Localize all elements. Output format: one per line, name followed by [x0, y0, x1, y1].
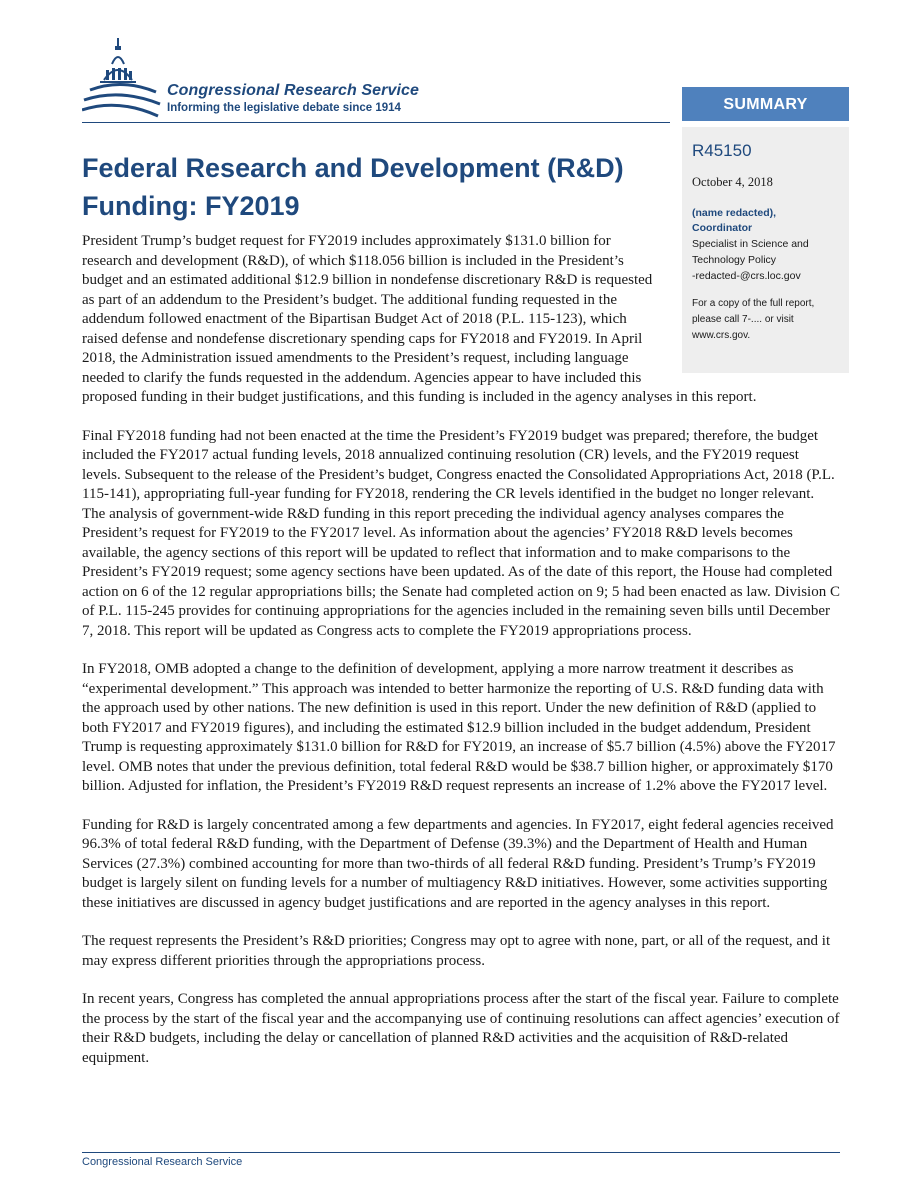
paragraph: In FY2018, OMB adopted a change to the definition of development, applying a more narrow treatment it describes as “experimental development.” This approach was intended to better harmonize the reporting of U.S. R&D funding data with the approach used by other nations. The new definition is used in this report. Under the new definition of R&D (applied to both FY2017 and FY2019 figures), and including the estimated $12.9 billion included in the budget addendum, President Trump is requesting approximately $131.0 billion for R&D for FY2019, an increase of $5.7 billion (4.5%) above the FY2017 level. OMB notes that under the previous definition, total federal R&D would be $38.7 billion higher, or approximately $170 billion. Adjusted for inflation, the President’s FY2019 R&D request represents an increase of 1.2% above the FY2017 level.	[82, 661, 836, 794]
paragraph: The request represents the President’s R&D priorities; Congress may opt to agree with none, part, or all of the request, and it may express different priorities through the appropriations process.	[82, 933, 831, 969]
paragraph: Final FY2018 funding had not been enacted at the time the President’s FY2019 budget was prepared; therefore, the budget included the FY2017 actual funding levels, 2018 annualized continuing resolution (CR) levels, and the FY2019 request levels. Subsequent to the release of the President’s budget, Congress enacted the Consolidated Appropriations Act, 2018 (P.L. 115-141), appropriating full-year funding for FY2018, rendering the CR levels identified in the budget no longer relevant. The analysis of government-wide R&D funding in this report preceding the individual agency analyses compares the President’s request for FY2019 to the FY2017 level. As information about the agencies’ FY2018 R&D levels becomes available, the agency sections of this report will be updated to reflect that information and to make comparisons to the President’s FY2019 request; some agency sections have been updated. As of the date of this report, the House had completed action on 6 of the 12 regular appropriations bills; the Senate had completed action on 9; 5 had been enacted as law. Division C of P.L. 115-245 provides for continuing appropriations for the agencies included in the remaining seven bills until December 7, 2018. This report will be updated as Congress acts to complete the FY2019 appropriations process.	[82, 427, 840, 639]
footer-label: Congressional Research Service	[82, 1156, 243, 1168]
report-id: R45150	[692, 141, 752, 160]
copy-note: For a copy of the full report, please call 7-.... or visit www.crs.gov.	[692, 298, 815, 341]
paragraph: In recent years, Congress has completed the annual appropriations process after the start of the fiscal year. Failure to complete the process by the start of the fiscal year and the accompanying use of continuing resolutions can affect agencies’ execution of their R&D budgets, including the delay or cancellation of planned R&D activities and the acquisition of R&D-related equipment.	[82, 991, 840, 1066]
paragraph: President Trump’s budget request for FY2019 includes approximately $131.0 billion for research and development (R&D), of which $118.056 billion is included in the President’s budget and an estimated additional $12.9 billion in nondefense discretionary R&D is requested as part of an addendum to the President’s budget. The additional funding requested in the addendum followed enactment of the Bipartisan Budget Act of 2018 (P.L. 115-123), which raised defense and nondefense discretionary spending caps for FY2018 and FY2019. In April 2018, the Administration issued amendments to the President’s request, including language needed to clarify the funds requested in the addendum. Agencies appear to have included this proposed funding in their budget justifications, and this funding is included in the agency analyses in this report.	[82, 233, 757, 405]
sidebar-spacer	[664, 232, 840, 380]
summary-body	[82, 232, 840, 1087]
author-role: Coordinator	[692, 222, 753, 234]
author-name: (name redacted),	[692, 207, 777, 219]
page-title: Federal Research and Development (R&D) Funding: FY2019	[82, 153, 624, 221]
summary-heading: SUMMARY	[682, 87, 849, 121]
crs-logo	[82, 38, 482, 120]
report-date: October 4, 2018	[692, 175, 773, 189]
author-email: -redacted-@crs.loc.gov	[692, 270, 801, 282]
org-tagline: Informing the legislative debate since 1914	[167, 102, 401, 114]
org-name: Congressional Research Service	[167, 82, 420, 99]
paragraph: Funding for R&D is largely concentrated among a few departments and agencies. In FY2017, eight federal agencies received 96.3% of total federal R&D funding, with the Department of Defense (39.3%) and the Department of Health and Human Services (27.3%) combined accounting for more than two-thirds of all federal R&D funding. President’s Trump’s FY2019 budget is largely silent on funding levels for a number of multiagency R&D initiatives. However, some activities supporting these initiatives are discussed in agency budget justifications and are reported in the agency analyses in this report.	[82, 816, 834, 911]
capitol-dome-icon	[82, 38, 166, 120]
footer-divider	[82, 1152, 840, 1153]
author-title-line-2: Technology Policy	[692, 254, 777, 266]
author-title-line-1: Specialist in Science and	[692, 238, 809, 250]
header-divider	[82, 122, 670, 123]
